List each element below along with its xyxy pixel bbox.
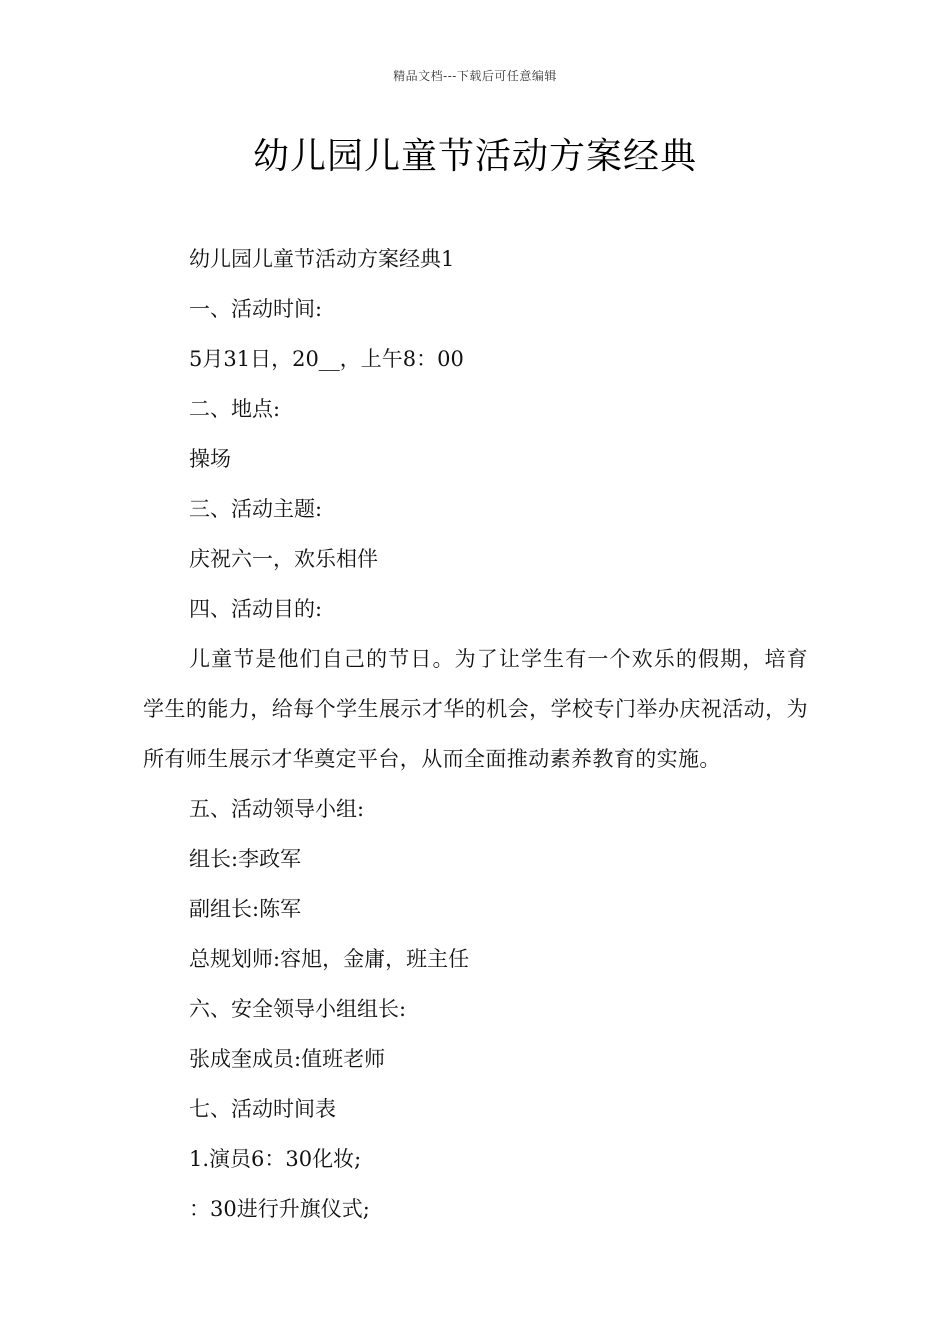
purpose-paragraph: 儿童节是他们自己的节日。为了让学生有一个欢乐的假期，培育学生的能力，给每个学生展示才华的机会，学校专门举办庆祝活动，为所有师生展示才华奠定平台，从而全面推动素养教育的实施。 (143, 647, 808, 771)
section-heading-1: 幼儿园儿童节活动方案经典1 (189, 247, 455, 271)
item-theme-value: 庆祝六一，欢乐相伴 (189, 547, 378, 571)
item-deputy-leader: 副组长:陈军 (189, 897, 302, 921)
document-body (143, 234, 808, 1234)
item-schedule-heading: 七、活动时间表 (189, 1097, 336, 1121)
item-leader: 组长:李政军 (189, 847, 302, 871)
item-time-heading: 一、活动时间: (189, 297, 323, 321)
schedule-item-2: ：30进行升旗仪式; (189, 1197, 370, 1221)
document-title: 幼儿园儿童节活动方案经典 (252, 136, 697, 177)
item-place-heading: 二、地点: (189, 397, 281, 421)
item-chief-planner: 总规划师:容旭，金庸，班主任 (189, 947, 470, 971)
item-purpose-heading: 四、活动目的: (189, 597, 323, 621)
item-leadership-heading: 五、活动领导小组: (189, 797, 365, 821)
item-safety-heading: 六、安全领导小组组长: (189, 997, 407, 1021)
schedule-item-1: 1.演员6：30化妆; (189, 1147, 362, 1171)
item-time-value: 5月31日，20__，上午8：00 (189, 347, 464, 371)
item-safety-members: 张成奎成员:值班老师 (189, 1047, 386, 1071)
header-note: 精品文档---下载后可任意编辑 (393, 69, 557, 83)
item-place-value: 操场 (189, 447, 231, 471)
item-theme-heading: 三、活动主题: (189, 497, 323, 521)
